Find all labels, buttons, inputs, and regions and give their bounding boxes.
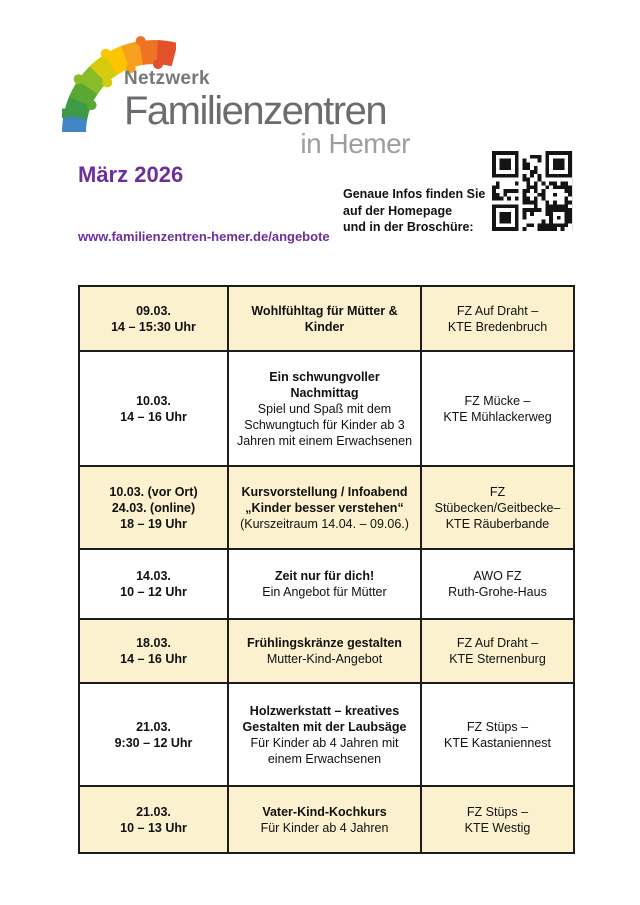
cell-text-line: „Kinder besser verstehen“ (245, 500, 404, 515)
info-note-line: auf der Homepage (343, 203, 453, 218)
event-date-cell (79, 683, 228, 786)
event-location-cell (421, 549, 574, 619)
table-row (79, 466, 574, 549)
event-title-cell (228, 683, 421, 786)
event-location-cell (421, 351, 574, 466)
cell-text-line: KTE Westig (464, 820, 531, 835)
event-title-cell (228, 466, 421, 549)
cell-text-line: 14 – 16 Uhr (120, 652, 187, 666)
event-title-cell (228, 786, 421, 853)
info-note (343, 186, 485, 236)
cell-text-line: Gestalten mit der Laubsäge (242, 719, 407, 734)
cell-text-line: 14 – 16 Uhr (120, 409, 187, 424)
qr-code (492, 151, 573, 231)
cell-text-line: Für Kinder ab 4 Jahren mit (250, 735, 399, 750)
event-date-cell (79, 619, 228, 683)
cell-text-line: FZ Stüps – (466, 719, 529, 734)
cell-text-line: 18.03. (136, 636, 171, 650)
cell-text-line: KTE Sternenburg (449, 652, 546, 666)
cell-text-line: Kinder (304, 319, 345, 334)
event-location-cell (421, 286, 574, 351)
cell-text-line: Vater-Kind-Kochkurs (262, 804, 387, 819)
cell-text-line: Ein schwungvoller (269, 369, 380, 384)
cell-text-line: 18 – 19 Uhr (120, 516, 187, 531)
event-date-cell (79, 286, 228, 351)
cell-text-line: 14 – 15:30 Uhr (111, 319, 196, 334)
table-row (79, 786, 574, 853)
cell-text-line: FZ Stüps – (466, 804, 529, 819)
cell-text-line: einem Erwachsenen (267, 751, 382, 766)
cell-text-line: KTE Bredenbruch (447, 319, 548, 334)
cell-text-line: 24.03. (online) (111, 500, 196, 515)
event-date-cell (79, 466, 228, 549)
cell-text-line: Wohlfühltag für Mütter & (251, 303, 398, 318)
cell-text-line: Schwungtuch für Kinder ab 3 (244, 417, 405, 432)
cell-text-line: (Kurszeitraum 14.04. – 09.06.) (240, 516, 409, 531)
event-title-cell (228, 351, 421, 466)
cell-text-line: Ein Angebot für Mütter (262, 585, 387, 599)
cell-text-line: Kursvorstellung / Infoabend (241, 484, 408, 499)
info-note-line: Genaue Infos finden Sie (343, 187, 486, 201)
cell-text-line: 21.03. (136, 719, 171, 734)
table-row (79, 351, 574, 466)
table-row (79, 549, 574, 619)
cell-text-line: Spiel und Spaß mit dem (257, 401, 392, 416)
cell-text-line: 21.03. (136, 804, 171, 819)
event-date-cell (79, 351, 228, 466)
cell-text-line: Nachmittag (290, 385, 359, 400)
table-row (79, 619, 574, 683)
event-date-cell (79, 549, 228, 619)
cell-text-line: 10.03. (vor Ort) (109, 484, 198, 499)
event-location-cell (421, 466, 574, 549)
table-row (79, 683, 574, 786)
cell-text-line: FZ Auf Draht – (456, 636, 539, 650)
cell-text-line: Holzwerkstatt – kreatives (249, 703, 400, 718)
cell-text-line: 14.03. (136, 569, 171, 583)
event-title-cell (228, 549, 421, 619)
event-title-cell (228, 286, 421, 351)
cell-text-line: KTE Mühlackerweg (443, 409, 552, 424)
website-link[interactable]: www.familienzentren-hemer.de/angebote (78, 229, 330, 244)
cell-text-line: FZ Auf Draht – (456, 303, 539, 318)
cell-text-line: Für Kinder ab 4 Jahren (260, 820, 389, 835)
cell-text-line: 10 – 12 Uhr (120, 585, 187, 599)
cell-text-line: Frühlingskränze gestalten (247, 636, 402, 650)
event-date-cell (79, 786, 228, 853)
cell-text-line: Zeit nur für dich! (274, 569, 375, 583)
event-location-cell (421, 683, 574, 786)
info-note-line: und in der Broschüre: (343, 220, 474, 234)
cell-text-line: 9:30 – 12 Uhr (114, 735, 193, 750)
cell-text-line: FZ Stübecken/Geitbecke– (434, 484, 561, 515)
logo-network-label: Netzwerk (124, 68, 210, 89)
month-title: März 2026 (78, 162, 184, 187)
cell-text-line: 10.03. (136, 393, 171, 408)
cell-text-line: AWO FZ (473, 569, 522, 583)
cell-text-line: Mutter-Kind-Angebot (266, 652, 383, 666)
cell-text-line: KTE Kastaniennest (443, 735, 551, 750)
cell-text-line: FZ Mücke – (464, 393, 531, 408)
cell-text-line: Ruth-Grohe-Haus (448, 585, 547, 599)
cell-text-line: 10 – 13 Uhr (120, 820, 187, 835)
cell-text-line: 09.03. (136, 303, 171, 318)
table-row (79, 286, 574, 351)
event-location-cell (421, 619, 574, 683)
cell-text-line: Jahren mit einem Erwachsenen (236, 433, 413, 448)
event-location-cell (421, 786, 574, 853)
logo-name-label: Familienzentren (124, 89, 387, 133)
logo-location-label: in Hemer (300, 128, 410, 159)
cell-text-line: KTE Räuberbande (445, 516, 550, 531)
event-title-cell (228, 619, 421, 683)
schedule-table (78, 285, 575, 854)
logo (124, 68, 410, 160)
